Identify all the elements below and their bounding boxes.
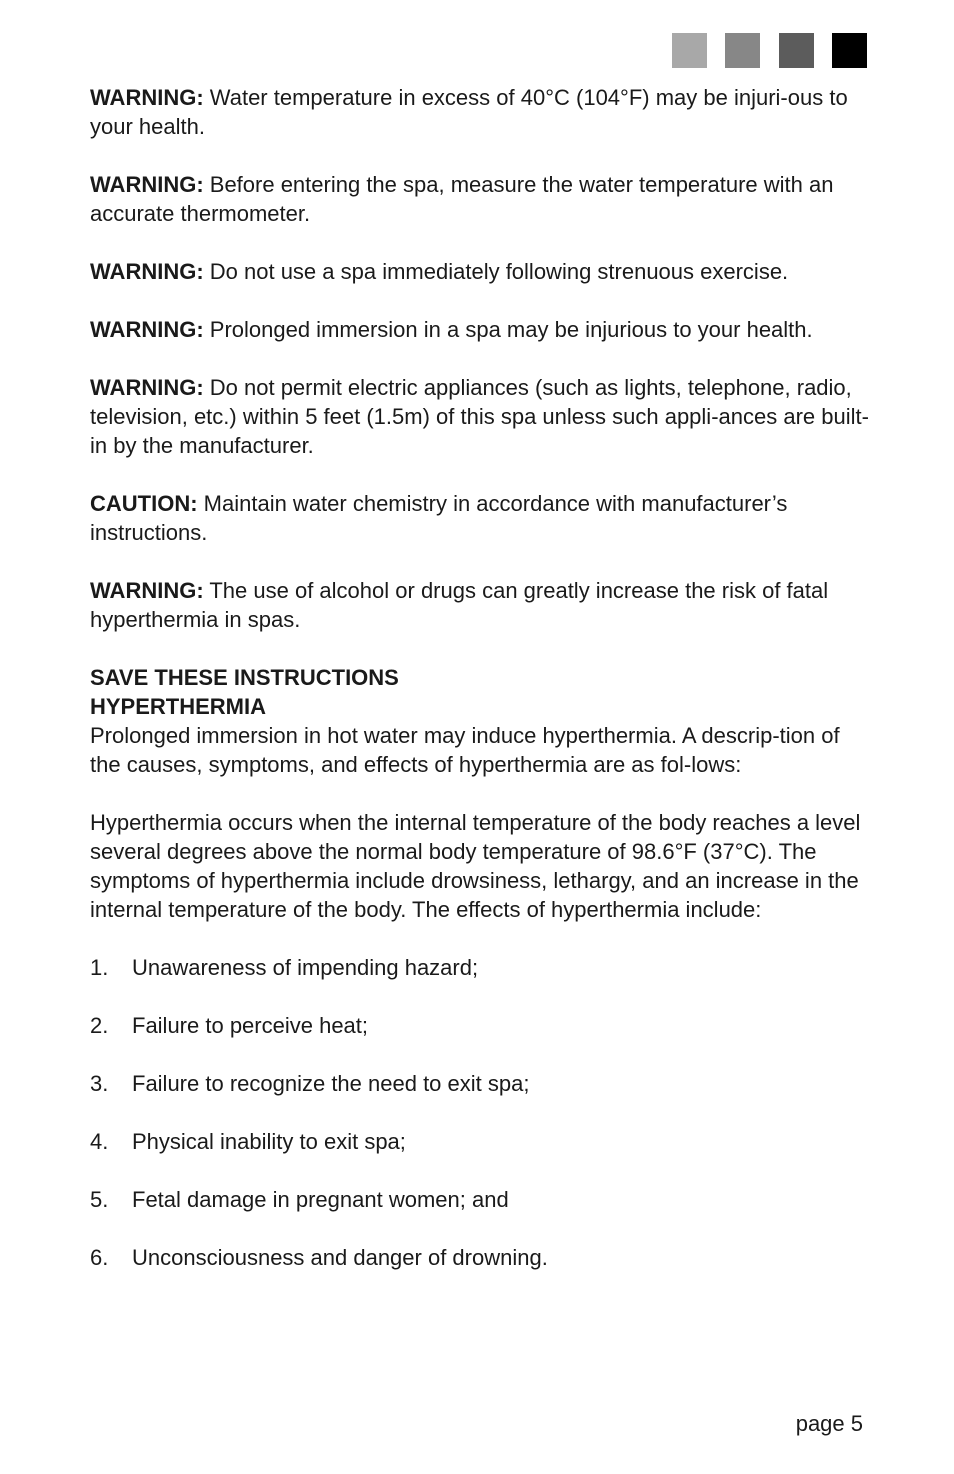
hyperthermia-description: Hyperthermia occurs when the internal temperature of the body reaches a level several degrees above the normal body temperature of 98.6°F (37°C). The symptoms of hyperthermia include drowsiness, lethargy, and an increase in the internal temperature of the body. The effects of hyperthermia include:: [90, 810, 861, 922]
gray-square-1: [672, 33, 707, 68]
list-item: [90, 1127, 870, 1156]
warning-text: Water temperature in excess of 40°C (104°F) may be injuri-ous to your health.: [90, 85, 848, 139]
warning-prolonged-immersion: [90, 315, 870, 344]
warning-electric-appliances: [90, 373, 870, 460]
warning-text: The use of alcohol or drugs can greatly increase the risk of fatal hyperthermia in spas.: [90, 578, 829, 632]
gray-square-3: [779, 33, 814, 68]
list-item-number: 6.: [90, 1245, 109, 1270]
warning-label: WARNING:: [90, 259, 204, 284]
page-number: page 5: [795, 1411, 863, 1436]
warning-alcohol-drugs: [90, 576, 870, 634]
list-item-text: Failure to perceive heat;: [132, 1013, 369, 1038]
warning-text: Do not permit electric appliances (such as lights, telephone, radio, television, etc.) within 5 feet (1.5m) of this spa unless such appli-ances are built-in by the manufacturer.: [90, 375, 869, 458]
hyperthermia-intro: Prolonged immersion in hot water may induce hyperthermia. A descrip-tion of the causes, symptoms, and effects of hyperthermia are as fol-lows:: [90, 723, 840, 777]
list-item-text: Physical inability to exit spa;: [132, 1129, 406, 1154]
list-item-number: 1.: [90, 955, 109, 980]
warning-text: Do not use a spa immediately following strenuous exercise.: [203, 259, 789, 284]
warning-text: Prolonged immersion in a spa may be injurious to your health.: [203, 317, 813, 342]
list-item-number: 5.: [90, 1187, 109, 1212]
list-item-number: 2.: [90, 1013, 109, 1038]
warning-measure-temperature: [90, 170, 870, 228]
hyperthermia-effects-list: [90, 953, 870, 1272]
list-item-number: 4.: [90, 1129, 109, 1154]
list-item-text: Unawareness of impending hazard;: [132, 955, 479, 980]
list-item: [90, 1069, 870, 1098]
warning-label: WARNING:: [90, 85, 204, 110]
warning-text: Before entering the spa, measure the water temperature with an accurate thermometer.: [90, 172, 834, 226]
warning-label: WARNING:: [90, 375, 204, 400]
black-square: [832, 33, 867, 68]
warning-exercise: [90, 257, 870, 286]
list-item-text: Failure to recognize the need to exit spa;: [132, 1071, 530, 1096]
list-item-text: Fetal damage in pregnant women; and: [132, 1187, 509, 1212]
hyperthermia-heading: HYPERTHERMIA: [90, 694, 267, 719]
warning-water-temperature: [90, 83, 870, 141]
list-item: [90, 1243, 870, 1272]
list-item: [90, 953, 870, 982]
save-instructions-heading: SAVE THESE INSTRUCTIONS: [90, 665, 399, 690]
list-item: [90, 1185, 870, 1214]
list-item-text: Unconsciousness and danger of drowning.: [132, 1245, 548, 1270]
warning-label: WARNING:: [90, 172, 204, 197]
list-item-number: 3.: [90, 1071, 109, 1096]
warning-label: WARNING:: [90, 317, 204, 342]
caution-text: Maintain water chemistry in accordance with manufacturer’s instructions.: [90, 491, 788, 545]
page-content: [90, 83, 870, 1301]
warning-label: WARNING:: [90, 578, 204, 603]
caution-label: CAUTION:: [90, 491, 198, 516]
list-item: [90, 1011, 870, 1040]
caution-water-chemistry: [90, 489, 870, 547]
gray-square-2: [725, 33, 760, 68]
